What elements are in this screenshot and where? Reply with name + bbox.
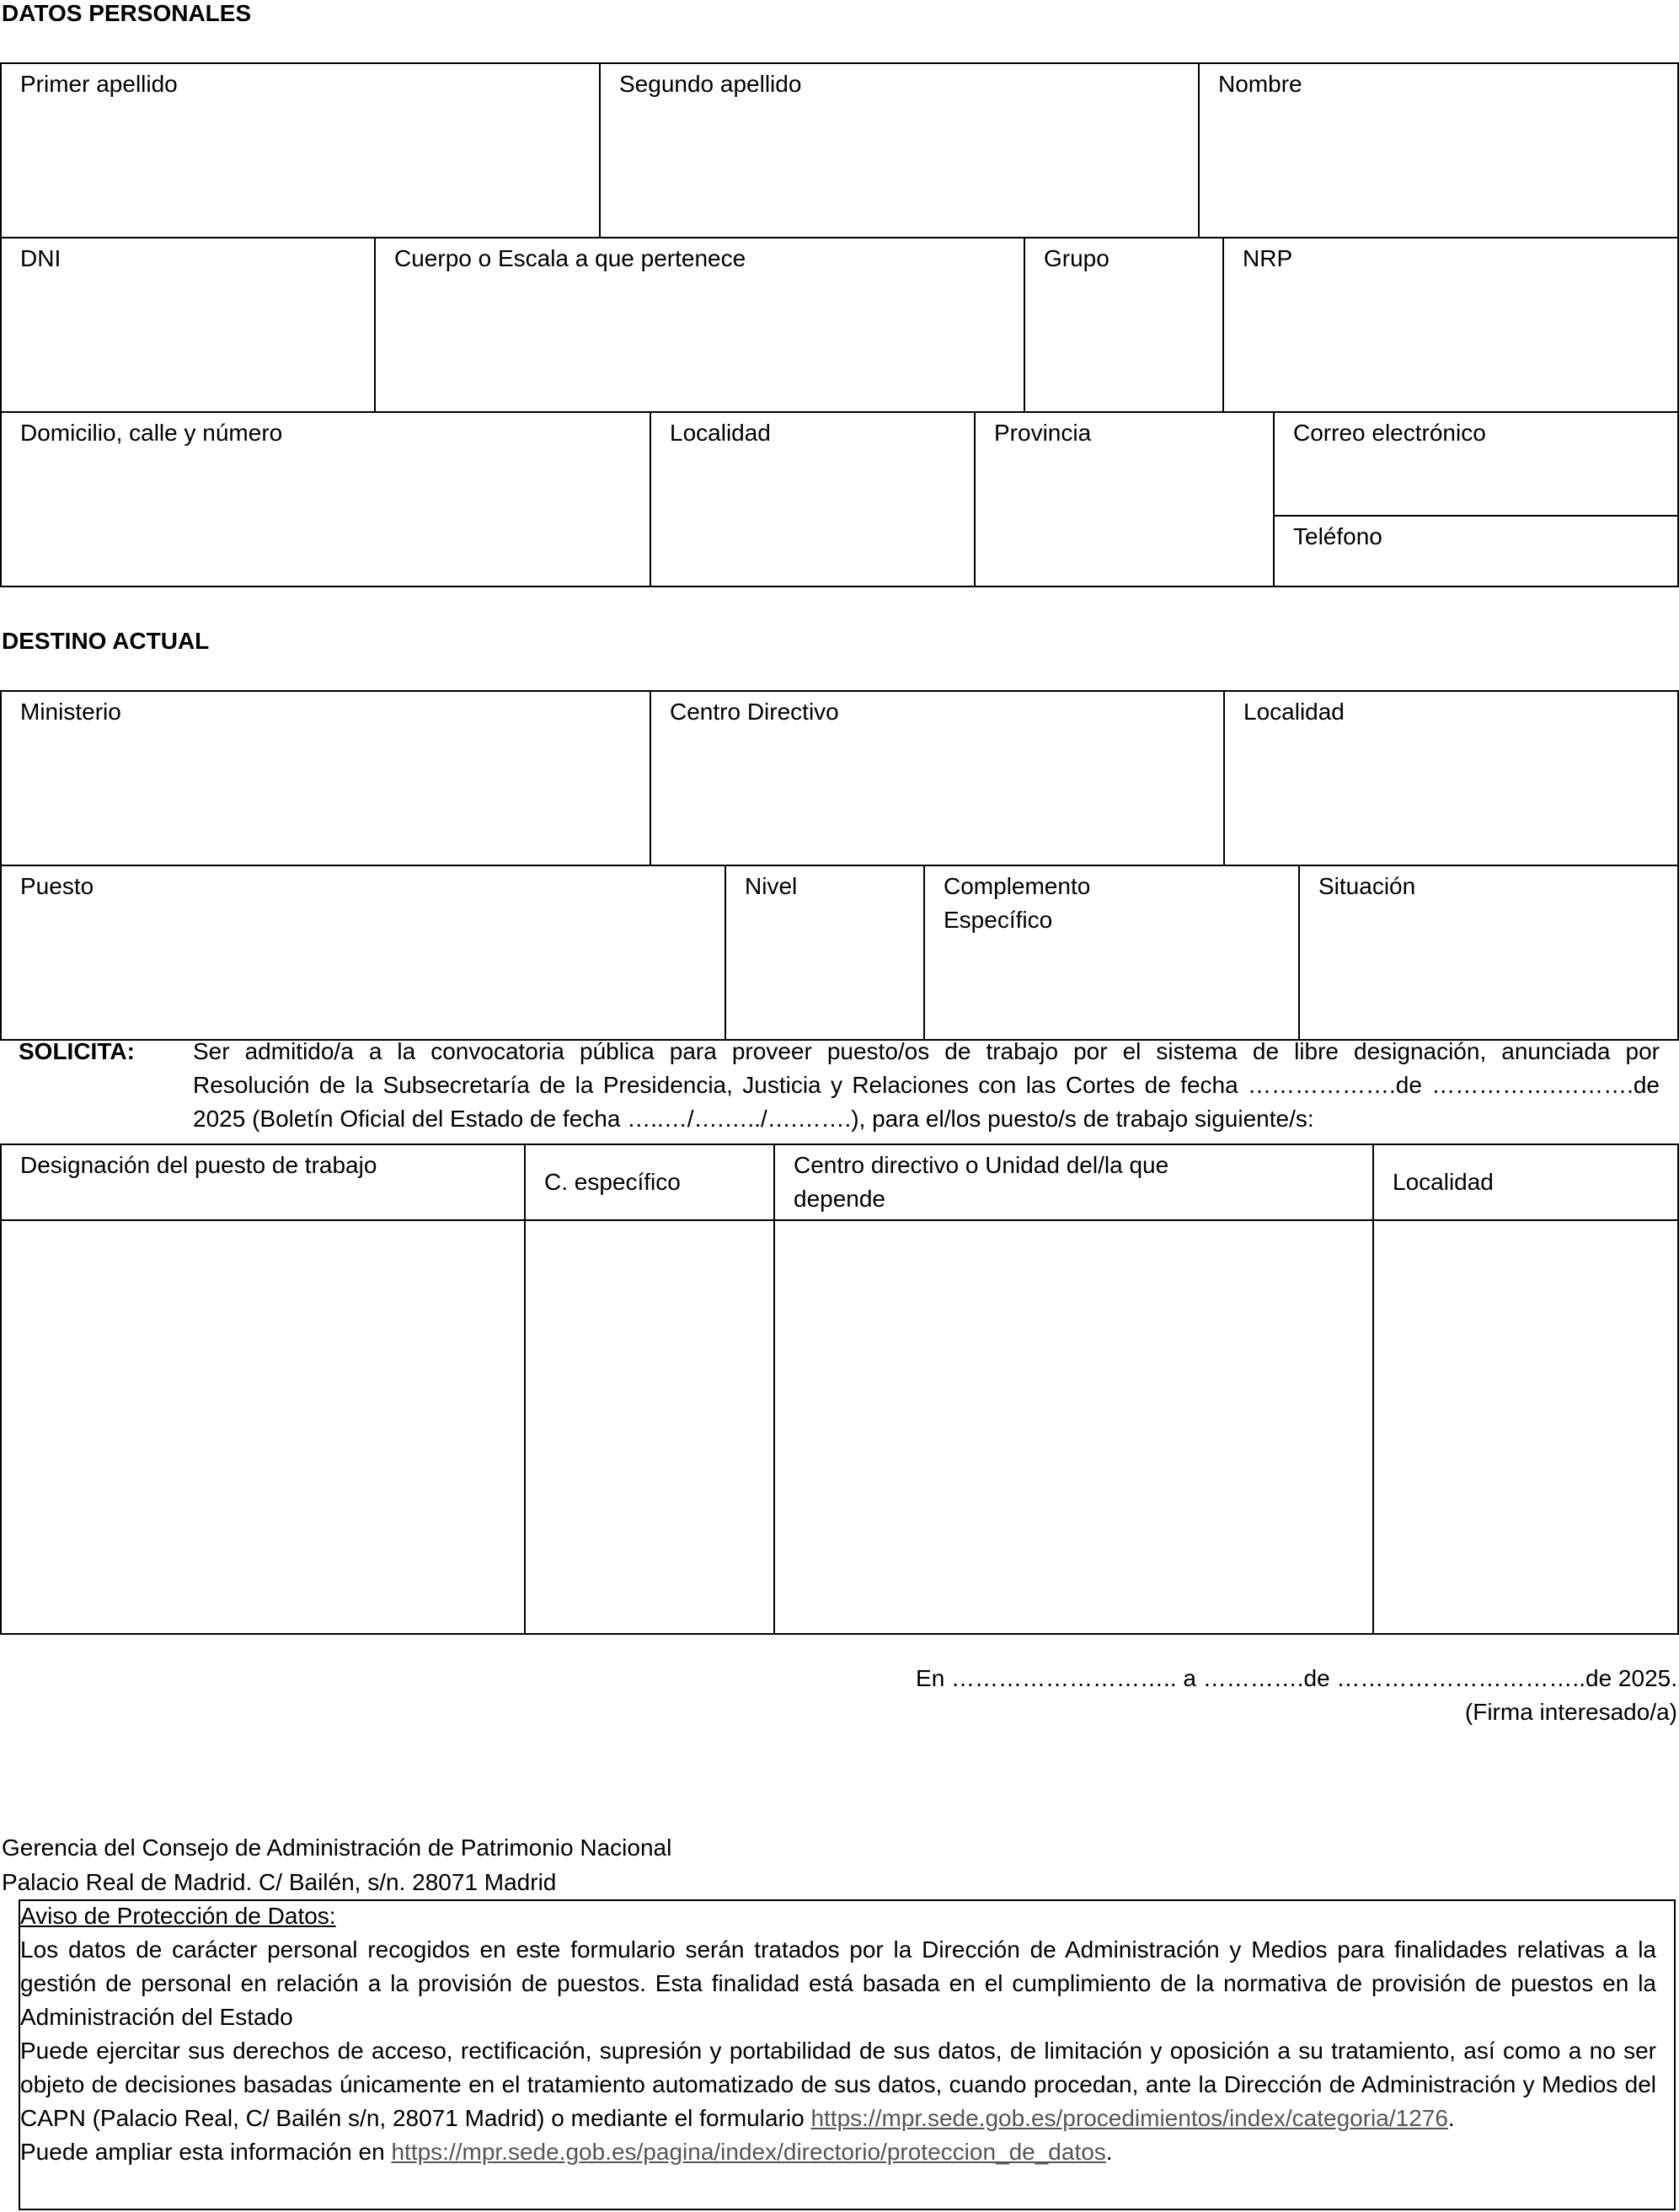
- personal-row-3: [0, 411, 1679, 587]
- grupo-label: Grupo: [1044, 245, 1110, 271]
- header-especifico-label: C. específico: [544, 1169, 681, 1195]
- privacy-paragraph-1: Los datos de carácter personal recogidos en este formulario serán tratados por la Dirección de Administración y Medios para finalidades relativas a la gestión de personal en relación a la provisión de puestos. Esta finalidad está basada en el cumplimiento de la normativa de provisión de puestos en la Administración del Estado: [20, 1936, 1656, 2030]
- header-centro-label-line2: depende: [794, 1186, 886, 1212]
- privacy-link-proteccion-datos[interactable]: https://mpr.sede.gob.es/pagina/index/directorio/proteccion_de_datos: [391, 2139, 1106, 2165]
- privacy-link-formulario[interactable]: https://mpr.sede.gob.es/procedimientos/index/categoria/1276: [810, 2105, 1448, 2131]
- cuerpo-field[interactable]: [375, 238, 1024, 412]
- section-title-destino-actual: DESTINO ACTUAL: [2, 628, 210, 654]
- solicita-line-3: 2025 (Boletín Oficial del Estado de fecha …..…/….…../….…….), para el/los puesto/s de trabajo siguiente/s:: [193, 1106, 1314, 1132]
- fecha-lugar-line: En ……………………….. a ………….de …………………………..de 2025.: [916, 1665, 1677, 1691]
- localidad-label: Localidad: [670, 420, 771, 446]
- puesto-field[interactable]: [1, 865, 725, 1040]
- telefono-field[interactable]: [1274, 516, 1678, 586]
- segundo-apellido-label: Segundo apellido: [619, 71, 802, 97]
- footer-direccion: Palacio Real de Madrid. C/ Bailén, s/n. 28071 Madrid: [2, 1869, 557, 1895]
- localidad-field[interactable]: [650, 412, 975, 586]
- privacy-title: Aviso de Protección de Datos:: [20, 1903, 336, 1929]
- privacy-period-2: .: [1105, 2139, 1113, 2165]
- personal-row-2: [0, 237, 1679, 413]
- nrp-field[interactable]: [1223, 238, 1678, 412]
- destino-row-1: [0, 690, 1679, 866]
- header-centro-label-line1: Centro directivo o Unidad del/la que: [794, 1152, 1169, 1178]
- firma-label: (Firma interesado/a): [1464, 1699, 1677, 1725]
- privacy-paragraph-3: [20, 2135, 1656, 2169]
- segundo-apellido-field[interactable]: [600, 63, 1199, 238]
- provincia-label: Provincia: [994, 420, 1092, 446]
- nivel-field[interactable]: [725, 865, 924, 1040]
- privacy-paragraph-2: [20, 2034, 1656, 2135]
- header-designacion-label: Designación del puesto de trabajo: [20, 1152, 377, 1178]
- solicita-line-2: Resolución de la Subsecretaría de la Presidencia, Justicia y Relaciones con las Cortes de fecha ……………….de …………….……….de: [193, 1072, 1660, 1098]
- domicilio-field[interactable]: [1, 412, 650, 586]
- centro-input-cell[interactable]: [774, 1220, 1373, 1634]
- destino-row-2: [0, 865, 1679, 1041]
- header-localidad-label: Localidad: [1393, 1169, 1494, 1195]
- centro-directivo-field[interactable]: [650, 691, 1224, 865]
- section-title-datos-personales: DATOS PERSONALES: [2, 0, 252, 26]
- nrp-label: NRP: [1243, 245, 1293, 271]
- privacy-content: [20, 1899, 1656, 2169]
- designacion-input-cell[interactable]: [1, 1220, 525, 1634]
- nombre-label: Nombre: [1218, 71, 1302, 97]
- nivel-label: Nivel: [745, 873, 798, 899]
- header-localidad: [1373, 1144, 1678, 1220]
- personal-row-1: [0, 62, 1679, 238]
- localidad-input-cell[interactable]: [1373, 1220, 1678, 1634]
- dni-field[interactable]: [1, 238, 375, 412]
- complemento-field[interactable]: [924, 865, 1299, 1040]
- privacy-period-1: .: [1447, 2105, 1455, 2131]
- puesto-label: Puesto: [20, 873, 94, 899]
- situacion-field[interactable]: [1299, 865, 1678, 1040]
- header-centro: [774, 1144, 1373, 1220]
- header-designacion: [1, 1144, 525, 1220]
- privacy-paragraph-2-text: Puede ejercitar sus derechos de acceso, rectificación, supresión y portabilidad de sus datos, de limitación y oposición a su tratamiento, así como a no ser objeto de decisiones basadas únicamente en el tratamiento automatizado de sus datos, cuando procedan, ante la Dirección de Administración y Medios del CAPN (Palacio Real, C/ Bailén s/n, 28071 Madrid) o mediante el formulario: [20, 2038, 1656, 2131]
- solicita-label: SOLICITA:: [19, 1038, 135, 1064]
- dni-label: DNI: [20, 245, 61, 271]
- header-especifico: [525, 1144, 774, 1220]
- solicita-text: [193, 1035, 1660, 1136]
- nombre-field[interactable]: [1199, 63, 1678, 238]
- complemento-label-line1: Complemento: [944, 873, 1091, 899]
- footer-gerencia: Gerencia del Consejo de Administración de Patrimonio Nacional: [2, 1834, 672, 1861]
- destino-localidad-label: Localidad: [1243, 699, 1345, 725]
- domicilio-label: Domicilio, calle y número: [20, 420, 283, 446]
- centro-directivo-label: Centro Directivo: [670, 699, 839, 725]
- provincia-field[interactable]: [975, 412, 1274, 586]
- puestos-table: [0, 1143, 1679, 1635]
- ministerio-label: Ministerio: [20, 699, 121, 725]
- cuerpo-label: Cuerpo o Escala a que pertenece: [394, 245, 746, 271]
- primer-apellido-label: Primer apellido: [20, 71, 178, 97]
- correo-label: Correo electrónico: [1293, 420, 1486, 446]
- destino-localidad-field[interactable]: [1224, 691, 1678, 865]
- especifico-input-cell[interactable]: [525, 1220, 774, 1634]
- situacion-label: Situación: [1318, 873, 1416, 899]
- solicita-line-1: Ser admitido/a a la convocatoria pública para proveer puesto/os de trabajo por el sistema de libre designación, anunciada por: [193, 1038, 1660, 1064]
- correo-field[interactable]: [1274, 412, 1678, 516]
- ministerio-field[interactable]: [1, 691, 650, 865]
- primer-apellido-field[interactable]: [1, 63, 600, 238]
- complemento-label-line2: Específico: [944, 907, 1053, 933]
- privacy-paragraph-3-text: Puede ampliar esta información en: [20, 2139, 385, 2165]
- telefono-label: Teléfono: [1293, 523, 1382, 549]
- grupo-field[interactable]: [1024, 238, 1223, 412]
